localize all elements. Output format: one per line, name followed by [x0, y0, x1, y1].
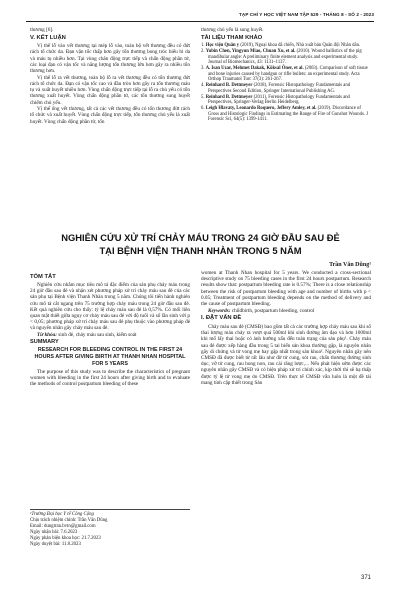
references-heading: TÀI LIỆU THAM KHẢO	[201, 34, 263, 41]
summary-continued: women at Thanh Nhan hospital for 5 years. We conducted a cross-sectional descriptive study on 75 bleeding cases in the first 24 hours postpartum. Research results show that: postpartum bleeding rate is 0.57%; There is a close relationship between the risk of postpartum bleeding with age and number of births with p < 0.05; Treatment of postpartum bleeding depends on the method of delivery and the cause of postpartum bleeding.	[201, 270, 371, 308]
summary-heading: SUMMARY	[30, 339, 59, 346]
article-title	[30, 232, 371, 257]
footnote-line: Email: dungtran.bvtn@gmail.com	[30, 524, 96, 529]
conclusion-paragraph-1: Vị thế lỗ vào vết thương tại mép lỗ vào, toàn bộ vết thương đều có đứt rách tổ chức da. Đạn vận tốc thấp hơn gây tổn thương bong tróc biểu bì da và máu tụ nhiều hơn. Tại vùng chân động trực tiếp và chấn động phần tử, các loại đạn có vận tốc và năng lượng tổn thương lớn hơn gây ra nhiều tổn thương hơn.	[30, 43, 190, 75]
footnote	[30, 509, 190, 548]
article-title-line-2: TẠI BỆNH VIỆN THANH NHÀN TRONG 5 NĂM	[99, 244, 302, 256]
summary-keywords: Keywords: childbirth, postpartum bleeding, control	[208, 307, 315, 314]
footnote-affiliation: ¹Trường Đại học Y tế Công Cộng	[30, 512, 94, 517]
abstract-body: Nghiên cứu nhằm mục tiêu mô tả đặc điểm của sản phụ chảy máu trong 24 giờ đầu sau đẻ và nhận xét phương pháp xử trí chảy máu sau đẻ của các sản phụ tại Bệnh viện Thanh Nhàn trong 5 năm. Chúng tôi tiến hành nghiên cứu mô tả cắt ngang trên 75 trường hợp chảy máu trong 24 giờ đầu sau đẻ. Kết quả nghiên cứu cho thấy: tỷ lệ chảy máu sau đẻ là 0,57%. Có mối liên quan mật thiết giữa nguy cơ chảy máu sau đẻ với độ tuổi và số lần sinh với p < 0,05; phương pháp xử trí chảy máu sau đẻ phụ thuộc vào phương pháp đẻ và nguyên nhân gây chảy máu sau đẻ.	[30, 282, 190, 332]
intro-paragraph: Chảy máu sau đẻ (CMSĐ) bao gồm tất cả các trường hợp chảy máu sau khi sổ thai lượng máu chảy ra vượt quá 500ml khi sinh đường âm đạo và hơn 1000ml khi mổ lấy thai hoặc có ảnh hưởng xấu đến toàn trạng của sản phụ¹. Chảy máu sau đẻ được xếp hàng đầu trong 5 tai biến sản khoa thường gặp, là nguyên nhân gây di chứng và tử vong mẹ hay gặp nhất trong sản khoa². Nguyên nhân gây nên CMSĐ đã được biết từ rất lâu như đờ tử cung, sót rau, chấn thương đường sinh dục, vỡ tử cung, rau bong non, rau cài răng lược,... Nếu phát hiện sớm được các nguyên nhân gây CMSĐ và có biện pháp xử trí chính xác, kịp thời thì sẽ hạ thấp được tỷ lệ tử vong mẹ do CMSĐ. Trên thực tế CMSĐ vẫn luôn là một đề tài mang tính cập thiết trong Sản	[201, 323, 371, 386]
page-number: 371	[360, 575, 371, 581]
conclusion-paragraph-2: Vị thế lỗ ra vết thương, toàn bộ lỗ ra vết thương đều có tổn thương đứt rách tổ chức da. Đạn có vận tốc cao và đầu tròn hơn gây ra tổn thương máu tụ và xuất huyết nhiều hơn. Vùng chấn động trực tiếp tại lỗ ra chủ yếu có tổn thương xuất huyết. Vùng chấn động phần tử, các tổn thương sung huyết chiếm chủ yếu.	[30, 74, 190, 106]
abstract-heading: TÓM TẮT	[30, 273, 56, 280]
footnote-line: Ngày nhận bài: 7.6.2023	[30, 530, 78, 535]
author-name: Trần Văn Dũng¹	[329, 262, 371, 268]
reference-item: 3. A. Isan Uzar, Mehmet Dakak, Köksal Öner, et al. (2003). Comparison of soft tissue and bone injuries caused by handgun or rifle bullets: an experimental study. Acta Orthop Traumatol Turc 37(3): 261-267.	[201, 66, 368, 83]
references-list	[201, 43, 371, 123]
references-column	[201, 27, 371, 123]
summary-body: The purpose of this study was to describe the characteristics of pregnant women with bleeding in the first 24 hours after giving birth and to evaluate the methods of control postpartum bleeding of these	[30, 368, 190, 388]
intro-column	[201, 270, 371, 386]
reference-item: 1. Học viện Quân y (2019), Ngoại khoa dã chiến, Nhà xuất bản Quân đội Nhân dân.	[201, 43, 361, 49]
footnote-line: Ngày phản biện khoa học: 21.7.2023	[30, 536, 101, 541]
reference-item: 2. Yubin Chen, Yingyun Miao, Chuan Xu, et al. (2010). Wound ballistics of the pig mandibular angle: A preliminary finite element analysis and experimental study. Journal of Biomechanics, 43: 1131–1137.	[201, 49, 362, 66]
journal-header: TẠP CHÍ Y HỌC VIỆT NAM TẬP 529 - THÁNG 8 - SỐ 2 - 2023	[26, 12, 374, 22]
conclusion-paragraph-3: Vị thế ống vết thương, tất cả các vết thương đều có tổn thương đứt rách tổ chức và xuất huyết. Vùng chấn động trực tiếp, tổn thương chủ yếu là xuất huyết. Vùng chấn động phần tử, tổn	[30, 106, 190, 125]
reference-item: 4. Reinhard B. Dettmeyer (2018), Forensic Histopathology Fundamentals and Perspectives Second Edition, Springer International Publishing AG.	[201, 83, 351, 94]
reference-item: 6. Leigh Hlavaty, Leonardo Roquero, Jeffery Amley, et al. (2019). Discordance of Gross and Histologic Findings in Estimating the Range of Fire of Gunshot Wounds. J Forensic Sci, 64(5): 1399-1411.	[201, 106, 368, 123]
abstract-column	[30, 272, 190, 388]
conclusion-heading: V. KẾT LUẬN	[30, 34, 66, 41]
english-title: RESEARCH FOR BLEEDING CONTROL IN THE FIRST 24 HOURS AFTER GIVING BIRTH AT THANH NHAN HOSPITAL FOR 5 YEARS	[34, 347, 186, 367]
abstract-keywords: Từ khóa: sinh đẻ, chảy máu sau sinh, kiểm soát	[37, 332, 137, 339]
conclusion-column	[30, 27, 190, 125]
footnote-line: Ngày duyệt bài: 11.8.2023	[30, 542, 81, 547]
intro-heading: I. ĐẶT VẤN ĐỀ	[201, 315, 242, 322]
footnote-line: Chịu trách nhiệm chính: Trần Văn Dũng	[30, 518, 108, 523]
continued-text: thương chủ yếu là sung huyết.	[201, 27, 264, 33]
reference-item: 5. Reinhard B. Dettmeyer (2011), Forensic Histopathology Fundamentals and Perspectives, Springer-Verlag Berlin Heidelberg.	[201, 94, 350, 106]
article-title-line-1: NGHIÊN CỨU XỬ TRÍ CHẢY MÁU TRONG 24 GIỜ ĐẦU SAU ĐẺ	[61, 232, 340, 243]
continued-text: thương [6].	[30, 27, 54, 33]
